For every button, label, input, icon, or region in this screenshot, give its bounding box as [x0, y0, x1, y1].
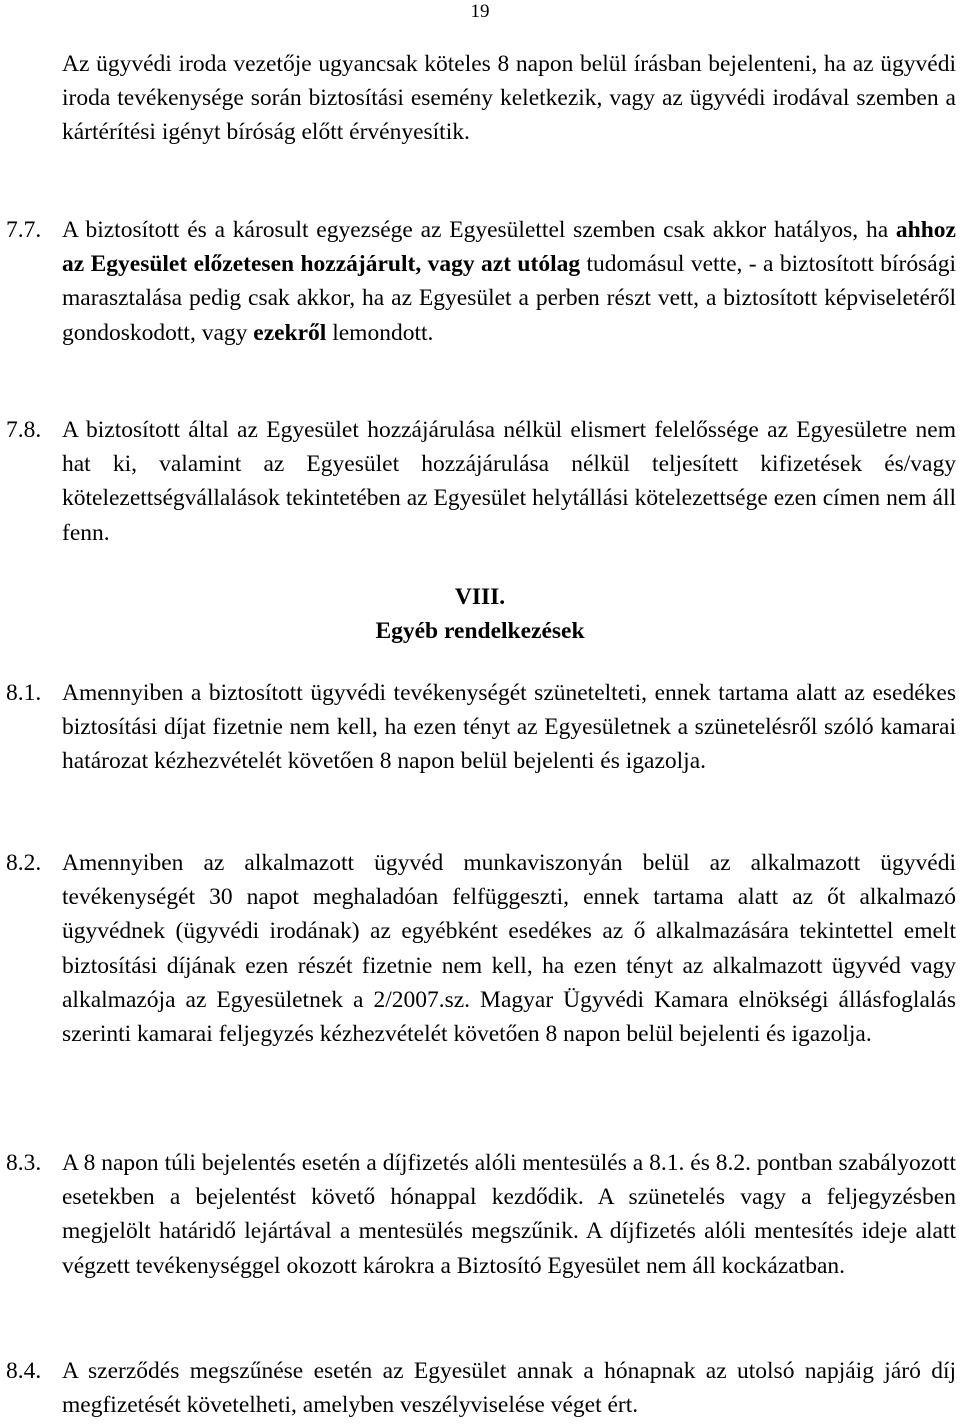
chapter-number: VIII. — [454, 584, 506, 610]
section-7-8 — [0, 413, 956, 550]
text-run: lemondott. — [326, 319, 434, 346]
section-text: A biztosított által az Egyesület hozzájárulása nélkül elismert felelőssége az Egyesületre nem hat ki, valamint az Egyesület hozzájárulása nélkül teljesített kifizetések és/vagy kötelezettségvállalások tekintetében az Egyesület helytállási kötelezettsége ezen címen nem áll fenn. — [62, 417, 956, 546]
section-number: 8.3. — [6, 1150, 42, 1176]
section-number: 8.1. — [6, 680, 42, 706]
section-number: 8.2. — [6, 850, 42, 876]
text-run: tudomásul vette, - a biztosított bírósági marasztalása pedig csak akkor, ha az Egyesület a perben részt vett, a biztosított képviseletéről gondoskodott, vagy — [62, 251, 956, 346]
section-8-4 — [0, 1354, 956, 1422]
page-number: 19 — [470, 1, 490, 22]
section-number: 8.4. — [6, 1358, 42, 1384]
section-text: A 8 napon túli bejelentés esetén a díjfizetés alóli mentesülés a 8.1. és 8.2. pontban szabályozott esetekben a bejelentést követő hónappal kezdődik. A szünetelés vagy a feljegyzésben megjelölt határidő lejártával a mentesülés megszűnik. A díjfizetés alóli mentesítés ideje alatt végzett tevékenységgel okozott károkra a Biztosító Egyesület nem áll kockázatban. — [62, 1150, 956, 1279]
section-8-2 — [0, 846, 956, 1051]
section-8-1 — [0, 676, 956, 779]
text-run: A biztosított és a károsult egyezsége az Egyesülettel szemben csak akkor hatályos, ha — [62, 217, 896, 243]
section-number: 7.8. — [6, 417, 42, 443]
chapter-title: Egyéb rendelkezések — [375, 618, 585, 644]
bold-text-run: ezekről — [253, 319, 327, 346]
section-number: 7.7. — [6, 217, 42, 243]
section-text: A szerződés megszűnése esetén az Egyesület annak a hónapnak az utolsó napjáig járó díj megfizetését követelheti, amelyben veszélyviselése véget ért. — [62, 1358, 956, 1419]
section-8-3 — [0, 1146, 956, 1283]
section-text: Amennyiben a biztosított ügyvédi tevékenységét szünetelteti, ennek tartama alatt az esedékes biztosítási díjat fizetnie nem kell, ha ezen tényt az Egyesületnek a szünetelésről szóló kamarai határozat kézhezvételét követően 8 napon belül bejelenti és igazolja. — [62, 680, 956, 775]
section-text — [62, 213, 956, 350]
section-7-7 — [0, 213, 956, 350]
bold-text-run: ahhoz az Egyesület előzetesen hozzájárult, vagy azt utólag — [62, 217, 956, 278]
intro-paragraph: Az ügyvédi iroda vezetője ugyancsak köteles 8 napon belül írásban bejelenteni, ha az ügyvédi iroda tevékenysége során biztosítási esemény keletkezik, vagy az ügyvédi irodával szemben a kártérítési igényt bíróság előtt érvényesítik. — [62, 51, 956, 146]
section-text: Amennyiben az alkalmazott ügyvéd munkaviszonyán belül az alkalmazott ügyvédi tevékenységét 30 napot meghaladóan felfüggeszti, ennek tartama alatt az őt alkalmazó ügyvédnek (ügyvédi irodának) az egyébként esedékes az ő alkalmazására tekintettel emelt biztosítási díjának ezen részét fizetnie nem kell, ha ezen tényt az alkalmazott ügyvéd vagy alkalmazója az Egyesületnek a 2/2007.sz. Magyar Ügyvédi Kamara elnökségi állásfoglalás szerinti kamarai feljegyzés kézhezvételét követően 8 napon belül bejelenti és igazolja. — [62, 850, 956, 1048]
